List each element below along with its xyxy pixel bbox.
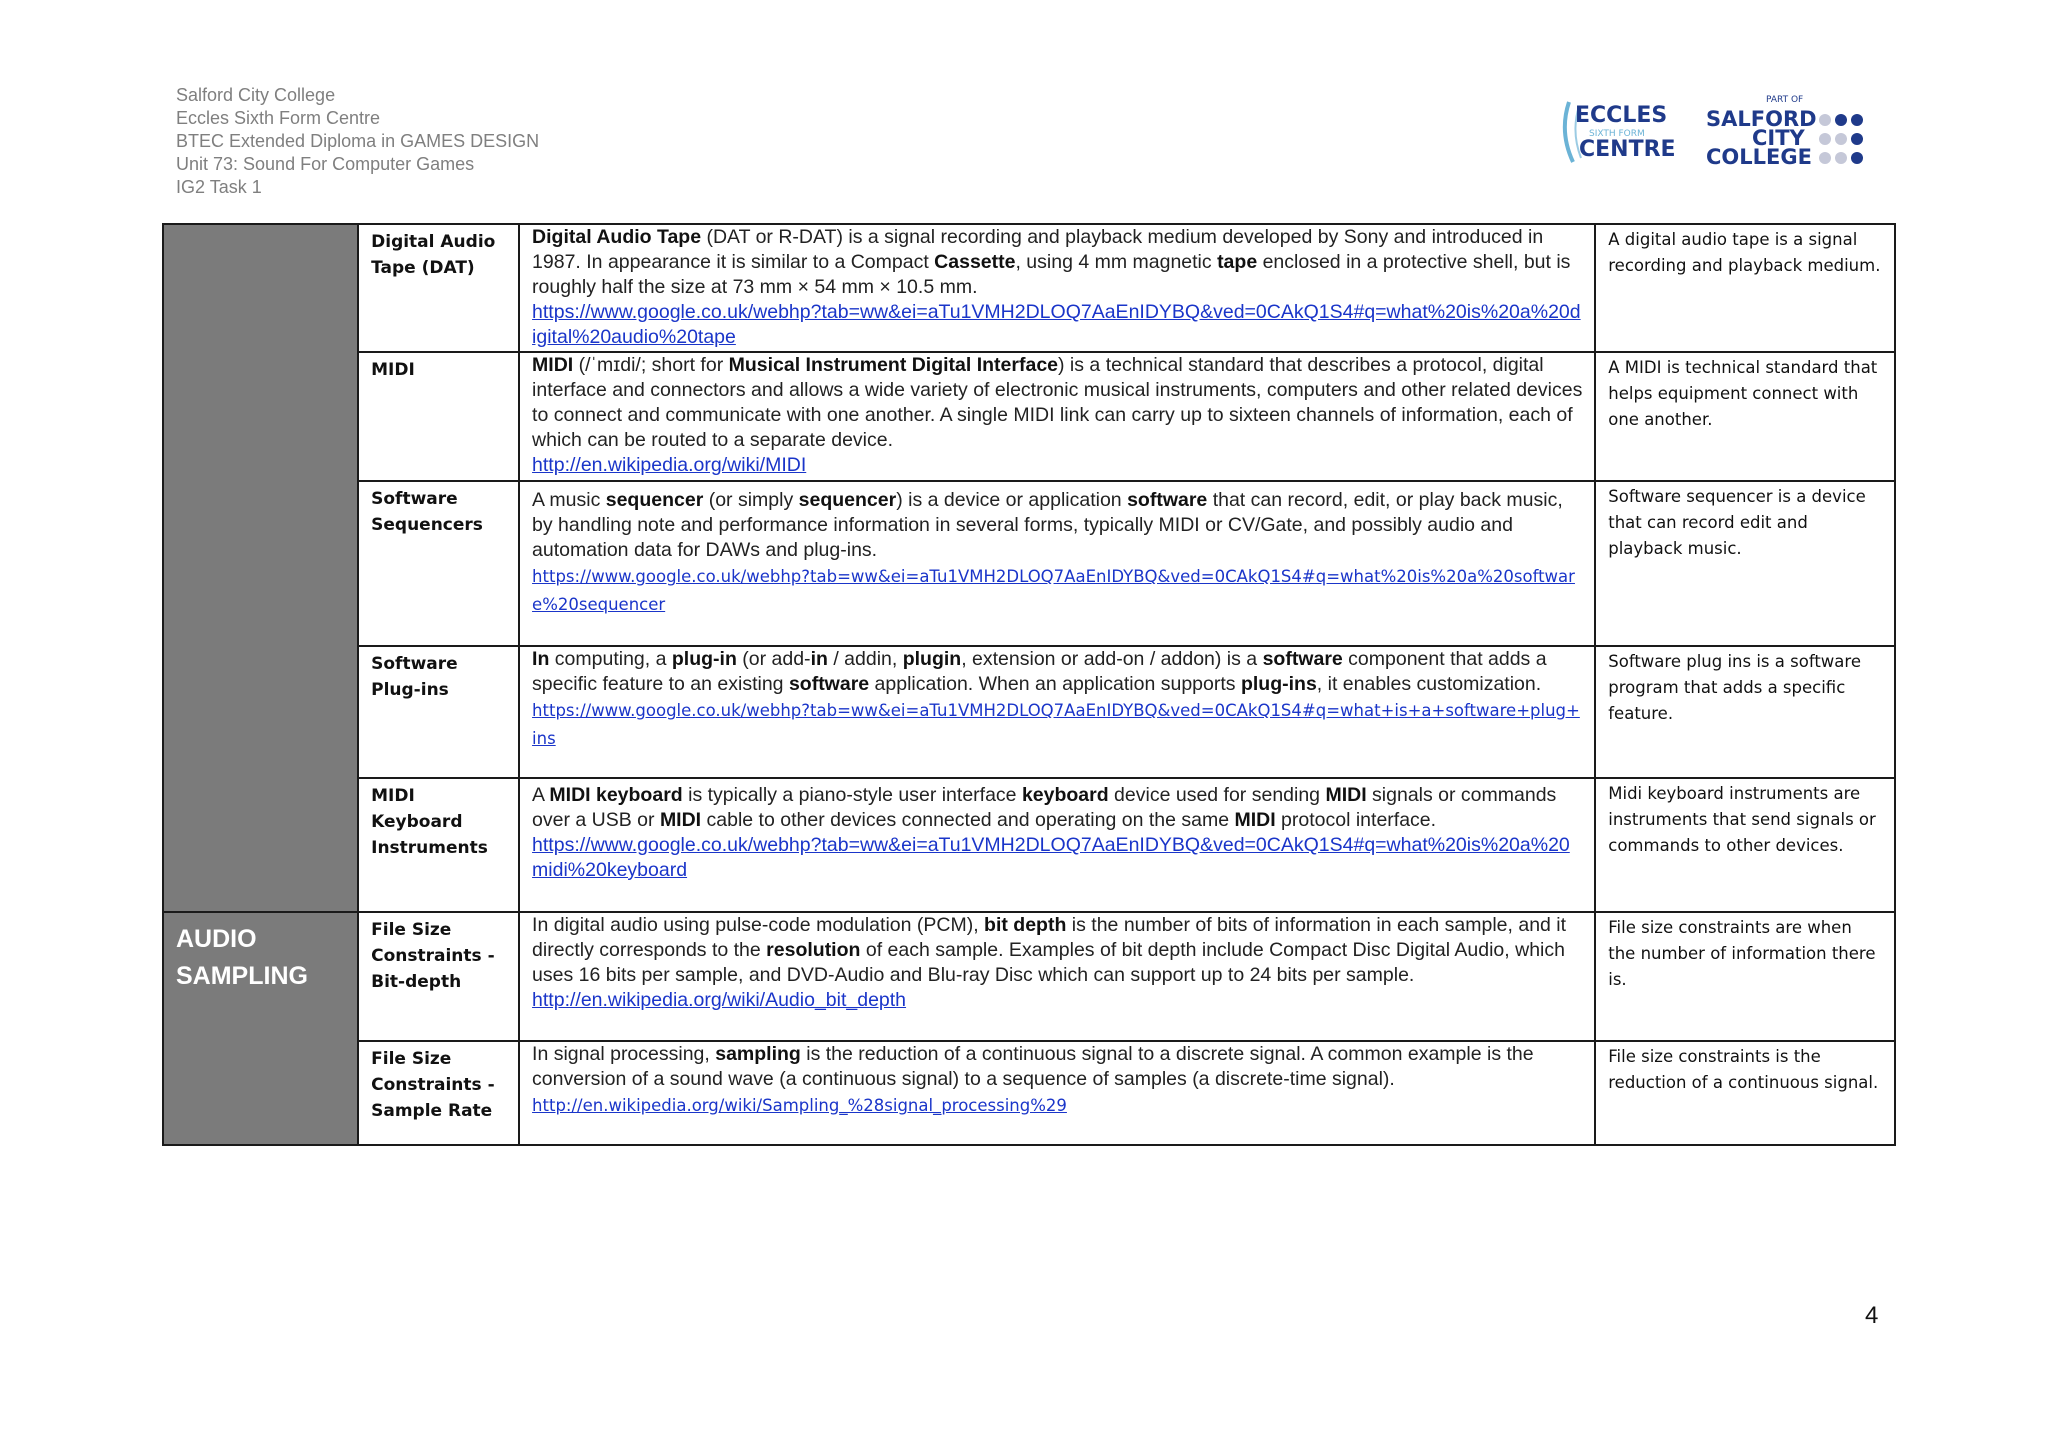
summary-text: A MIDI is technical standard that helps equipment connect with one another. <box>1608 358 1878 429</box>
eccles-logo-line3: CENTRE <box>1579 137 1676 162</box>
header-college: Salford City College <box>176 85 336 105</box>
reference-link[interactable]: http://en.wikipedia.org/wiki/MIDI <box>532 454 807 476</box>
summary-cell <box>1595 646 1895 778</box>
definition-cell <box>519 646 1595 778</box>
term-cell <box>358 912 519 1041</box>
term-label: MIDI Keyboard Instruments <box>371 786 488 858</box>
eccles-logo-line1: ECCLES <box>1575 103 1668 128</box>
table-row <box>163 912 1895 1041</box>
reference-link[interactable]: https://www.google.co.uk/webhp?tab=ww&ei=aTu1VMH2DLOQ7AaEnIDYBQ&ved=0CAkQ1S4#q=what+is+a+software+plug+ins <box>532 701 1580 748</box>
category-cell-empty <box>163 224 358 912</box>
document-header <box>176 84 539 199</box>
summary-cell <box>1595 481 1895 646</box>
summary-text: File size constraints are when the number of information there is. <box>1608 918 1876 989</box>
definition-text: In digital audio using pulse-code modulation (PCM), bit depth is the number of bits of information in each sample, and it directly corresponds to the resolution of each sample. Examples of bit depth include Compact Disc Digital Audio, which uses 16 bits per sample, and DVD-Audio and Blu-ray Disc which can support up to 24 bits per sample. http://en.wikipedia.org/wiki/Audio_bit_depth <box>520 913 1594 1013</box>
table-row <box>163 481 1895 646</box>
definition-cell <box>519 778 1595 912</box>
category-label: AUDIO SAMPLING <box>176 925 308 990</box>
reference-link[interactable]: https://www.google.co.uk/webhp?tab=ww&ei=aTu1VMH2DLOQ7AaEnIDYBQ&ved=0CAkQ1S4#q=what%20is%20a%20digital%20audio%20tape <box>532 301 1581 348</box>
summary-text: A digital audio tape is a signal recording and playback medium. <box>1608 230 1881 275</box>
reference-link[interactable]: http://en.wikipedia.org/wiki/Audio_bit_depth <box>532 989 907 1011</box>
summary-cell <box>1595 224 1895 352</box>
salford-logo-line2: CITY <box>1752 126 1805 150</box>
header-centre: Eccles Sixth Form Centre <box>176 108 381 128</box>
header-unit: Unit 73: Sound For Computer Games <box>176 154 475 174</box>
definition-cell <box>519 481 1595 646</box>
eccles-logo-line2: SIXTH FORM <box>1589 129 1645 139</box>
term-cell <box>358 778 519 912</box>
term-label: Digital Audio Tape (DAT) <box>371 232 496 278</box>
table-row <box>163 646 1895 778</box>
definition-cell <box>519 352 1595 481</box>
reference-link[interactable]: https://www.google.co.uk/webhp?tab=ww&ei=aTu1VMH2DLOQ7AaEnIDYBQ&ved=0CAkQ1S4#q=what%20is%20a%20software%20sequencer <box>532 567 1575 614</box>
definition-text: A MIDI keyboard is typically a piano-style user interface keyboard device used for sending MIDI signals or commands over a USB or MIDI cable to other devices connected and operating on the same MIDI protocol interface. https://www.google.co.uk/webhp?tab=ww&ei=aTu1VMH2DLOQ7AaEnIDYBQ&ved=0CAkQ1S4#q=what%20is%20a%20midi%20keyboard <box>520 779 1594 883</box>
category-cell <box>163 912 358 1145</box>
glossary-table <box>162 223 1896 1146</box>
term-cell <box>358 224 519 352</box>
summary-text: Software plug ins is a software program that adds a specific feature. <box>1608 652 1861 723</box>
term-cell <box>358 646 519 778</box>
term-label: MIDI <box>371 360 415 380</box>
summary-cell <box>1595 778 1895 912</box>
definition-text: In computing, a plug-in (or add-in / addin, plugin, extension or add-on / addon) is a software component that adds a specific feature to an existing software application. When an application supports plug-ins, it enables customization. https://www.google.co.uk/webhp?tab=ww&ei=aTu1VMH2DLOQ7AaEnIDYBQ&ved=0CAkQ1S4#q=what+is+a+software+plug+ins <box>520 647 1594 753</box>
summary-cell <box>1595 352 1895 481</box>
definition-text: Digital Audio Tape (DAT or R-DAT) is a signal recording and playback medium developed by Sony and introduced in 1987. In appearance it is similar to a Compact Cassette, using 4 mm magnetic tape enclosed in a protective shell, but is roughly half the size at 73 mm × 54 mm × 10.5 mm. https://www.google.co.uk/webhp?tab=ww&ei=aTu1VMH2DLOQ7AaEnIDYBQ&ved=0CAkQ1S4#q=what%20is%20a%20digital%20audio%20tape <box>520 225 1594 350</box>
salford-logo-top: PART OF <box>1766 95 1804 105</box>
term-label: File Size Constraints - Sample Rate <box>371 1049 495 1121</box>
summary-text: Midi keyboard instruments are instruments that send signals or commands to other devices. <box>1608 784 1876 855</box>
table-row <box>163 224 1895 352</box>
summary-cell <box>1595 912 1895 1041</box>
term-label: Software Plug-ins <box>371 654 458 700</box>
term-cell <box>358 352 519 481</box>
summary-text: File size constraints is the reduction of a continuous signal. <box>1608 1047 1879 1092</box>
term-label: File Size Constraints - Bit-depth <box>371 920 495 992</box>
definition-text: A music sequencer (or simply sequencer) is a device or application software that can record, edit, or play back music, by handling note and performance information in several forms, typically MIDI or CV/Gate, and possibly audio and automation data for DAWs and plug-ins. https://www.google.co.uk/webhp?tab=ww&ei=aTu1VMH2DLOQ7AaEnIDYBQ&ved=0CAkQ1S4#q=what%20is%20a%20software%20sequencer <box>520 482 1594 619</box>
page-number: 4 <box>1865 1302 1879 1329</box>
term-label: Software Sequencers <box>371 489 483 535</box>
definition-text: In signal processing, sampling is the reduction of a continuous signal to a discrete signal. A common example is the conversion of a sound wave (a continuous signal) to a sequence of samples (a discrete-time signal). http://en.wikipedia.org/wiki/Sampling_%28signal_processing%29 <box>520 1042 1594 1120</box>
table-row <box>163 352 1895 481</box>
header-task: IG2 Task 1 <box>176 177 262 197</box>
definition-cell <box>519 912 1595 1041</box>
reference-link[interactable]: http://en.wikipedia.org/wiki/Sampling_%28signal_processing%29 <box>532 1096 1067 1115</box>
salford-logo-line3: COLLEGE <box>1706 145 1812 169</box>
summary-text: Software sequencer is a device that can record edit and playback music. <box>1608 487 1866 558</box>
definition-cell <box>519 1041 1595 1145</box>
salford-logo-line1: SALFORD <box>1706 107 1817 131</box>
table-row <box>163 778 1895 912</box>
eccles-centre-logo <box>1555 92 1677 172</box>
summary-cell <box>1595 1041 1895 1145</box>
term-cell <box>358 1041 519 1145</box>
header-course: BTEC Extended Diploma in GAMES DESIGN <box>176 131 540 151</box>
definition-cell <box>519 224 1595 352</box>
table-row <box>163 1041 1895 1145</box>
reference-link[interactable]: https://www.google.co.uk/webhp?tab=ww&ei=aTu1VMH2DLOQ7AaEnIDYBQ&ved=0CAkQ1S4#q=what%20is%20a%20midi%20keyboard <box>532 834 1570 881</box>
term-cell <box>358 481 519 646</box>
salford-city-college-logo <box>1700 92 1870 170</box>
definition-text: MIDI (/ˈmɪdi/; short for Musical Instrument Digital Interface) is a technical standard that describes a protocol, digital interface and connectors and allows a wide variety of electronic musical instruments, computers and other related devices to connect and communicate with one another. A single MIDI link can carry up to sixteen channels of information, each of which can be routed to a separate device. http://en.wikipedia.org/wiki/MIDI <box>532 354 1583 476</box>
